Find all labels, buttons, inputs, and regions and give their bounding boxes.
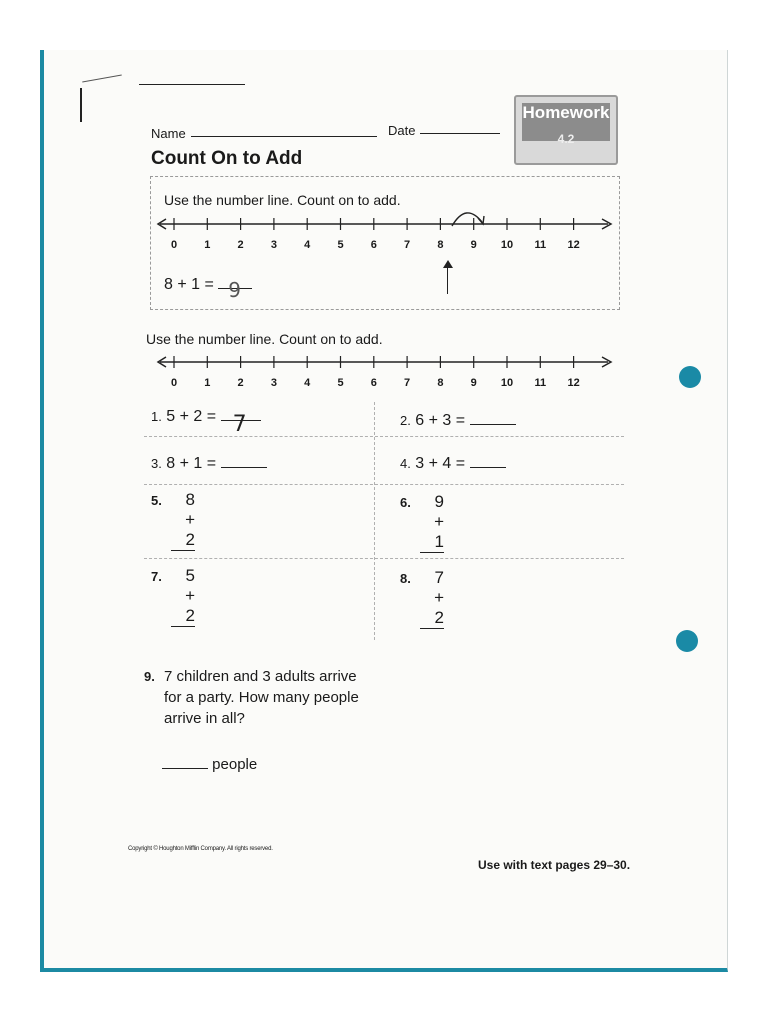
- pencil-mark: [82, 75, 122, 83]
- number-line-label: 4: [304, 377, 311, 389]
- number-line-label: 5: [337, 239, 344, 251]
- number-line-label: 0: [170, 377, 178, 389]
- problem-3-answer-field[interactable]: [221, 467, 267, 468]
- problem-5: 5. 8 + 2: [151, 490, 195, 549]
- number-line-label: 2: [237, 377, 244, 389]
- word-problem: 9. 7 children and 3 adults arrive for a party. How many people arrive in all?: [144, 668, 359, 727]
- number-line-label: 10: [500, 377, 514, 389]
- number-line-label: 6: [370, 239, 377, 251]
- practice-instruction: Use the number line. Count on to add.: [146, 331, 383, 347]
- problem-2: 2. 6 + 3 =: [400, 412, 516, 430]
- number-line-label: 7: [404, 239, 411, 251]
- name-field[interactable]: [191, 136, 377, 137]
- example-answer: 9: [228, 278, 242, 302]
- number-line-label: 7: [404, 377, 411, 389]
- people-answer-field[interactable]: [162, 768, 208, 769]
- badge-number: 4.2: [557, 132, 575, 146]
- start-arrow-icon: [443, 260, 453, 268]
- number-line-label: 11: [534, 377, 547, 389]
- number-line-label: 10: [500, 239, 514, 251]
- number-line-label: 0: [170, 239, 178, 251]
- problem-4-answer-field[interactable]: [470, 467, 506, 468]
- number-line-label: 4: [304, 239, 311, 251]
- problem-1-answer: 7: [232, 412, 247, 437]
- page-reference: Use with text pages 29–30.: [478, 858, 631, 872]
- page-title: Count On to Add: [151, 148, 303, 169]
- problem-2-answer-field[interactable]: [470, 424, 516, 425]
- name-label: Name: [151, 126, 186, 141]
- problem-7: 7. 5 + 2: [151, 566, 195, 625]
- number-line-label: 12: [567, 239, 580, 251]
- homework-badge: [514, 95, 618, 165]
- column-divider: [374, 402, 375, 640]
- number-line-label: 3: [270, 239, 277, 251]
- problem-8: 8. 7 + 2: [400, 568, 444, 627]
- date-field[interactable]: [420, 133, 500, 134]
- number-line-label: 5: [337, 377, 344, 389]
- binder-hole: [679, 366, 701, 388]
- number-line-label: 8: [437, 377, 444, 389]
- problem-4: 4. 3 + 4 =: [400, 455, 506, 473]
- pencil-mark: [80, 88, 82, 122]
- binder-hole: [676, 630, 698, 652]
- row-divider: [144, 558, 624, 559]
- pencil-mark: [139, 84, 245, 85]
- problem-1: 1. 5 + 2 = 7: [151, 408, 261, 426]
- word-problem-line-1: 7 children and 3 adults arrive: [164, 668, 357, 685]
- number-line-label: 1: [204, 239, 211, 251]
- number-line-label: 2: [237, 239, 244, 251]
- word-problem-line-3: arrive in all?: [164, 710, 245, 727]
- copyright: Copyright © Houghton Mifflin Company. All rights reserved.: [128, 846, 273, 852]
- number-line-label: 11: [534, 239, 547, 251]
- row-divider: [144, 484, 624, 485]
- practice-number-line: [156, 348, 616, 396]
- number-line-label: 12: [567, 377, 580, 389]
- word-problem-line-2: for a party. How many people: [164, 689, 359, 706]
- number-line-label: 1: [204, 377, 211, 389]
- number-line-label: 6: [370, 377, 377, 389]
- example-number-line: [156, 210, 616, 258]
- badge-title: Homework 4.2: [522, 103, 610, 141]
- example-instruction: Use the number line. Count on to add.: [164, 192, 401, 208]
- people-label: people: [212, 756, 258, 773]
- row-divider: [144, 436, 624, 437]
- number-line-label: 8: [437, 239, 444, 251]
- number-line-label: 9: [470, 239, 477, 251]
- number-line-label: 9: [470, 377, 477, 389]
- answer-people: [162, 756, 257, 773]
- number-line-label: 3: [270, 377, 277, 389]
- example-equation: 8 + 1 = 9: [164, 276, 252, 294]
- worksheet-page: [40, 50, 728, 972]
- problem-6: 6. 9 + 1: [400, 492, 444, 551]
- hop-arrow-icon: [448, 204, 488, 230]
- problem-3: 3. 8 + 1 =: [151, 455, 267, 473]
- date-label: Date: [388, 123, 416, 138]
